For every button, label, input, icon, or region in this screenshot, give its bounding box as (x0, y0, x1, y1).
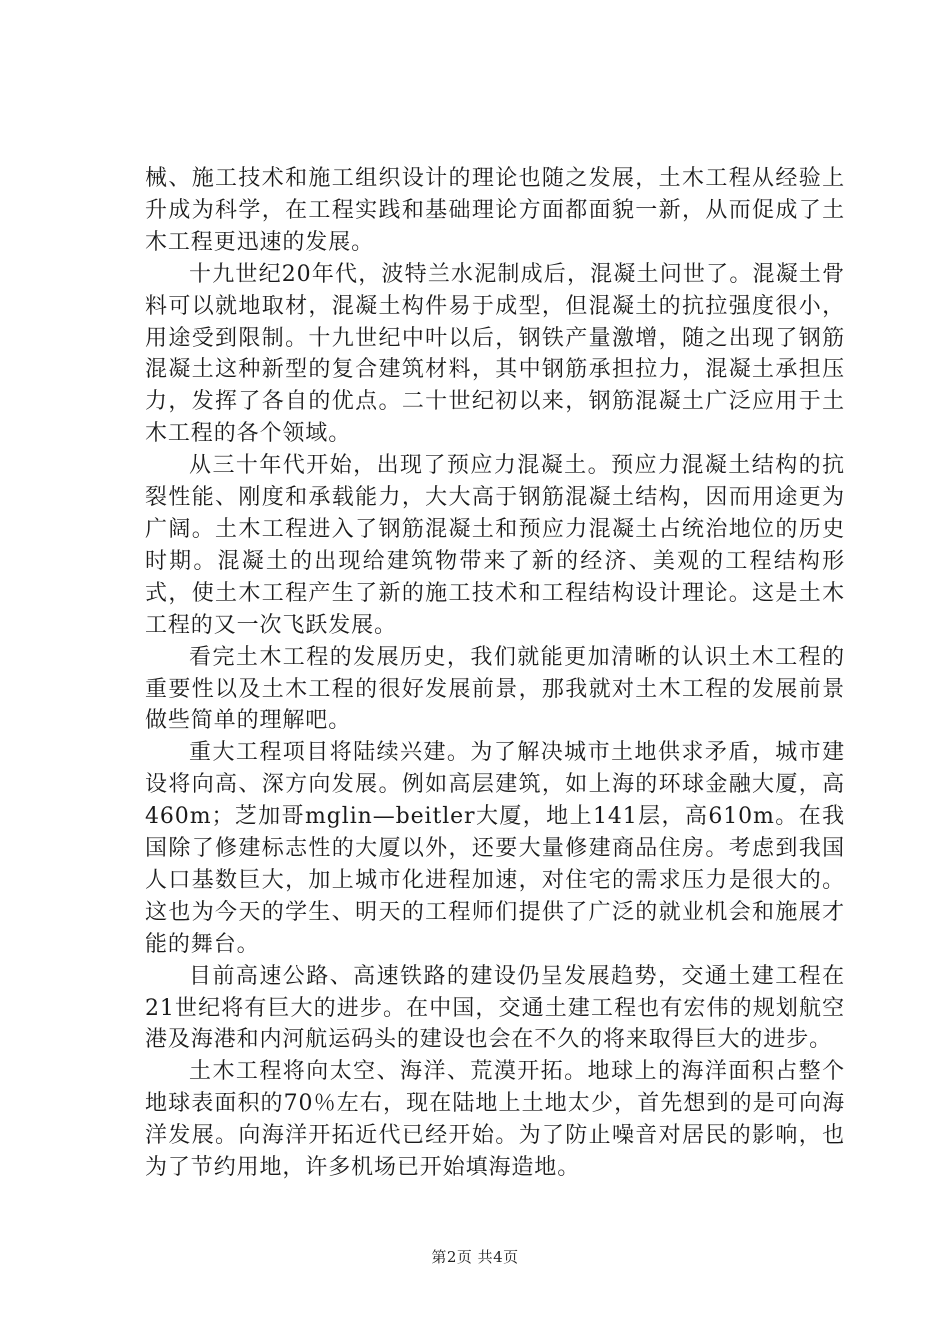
paragraph: 看完土木工程的发展历史，我们就能更加清晰的认识土木工程的重要性以及土木工程的很好发展前景，那我就对土木工程的发展前景做些简单的理解吧。 (145, 644, 845, 734)
paragraph: 十九世纪20年代，波特兰水泥制成后，混凝土问世了。混凝土骨料可以就地取材，混凝土构件易于成型，但混凝土的抗拉强度很小，用途受到限制。十九世纪中叶以后，钢铁产量激增，随之出现了钢筋混凝土这种新型的复合建筑材料，其中钢筋承担拉力，混凝土承担压力，发挥了各自的优点。二十世纪初以来，钢筋混凝土广泛应用于土木工程的各个领域。 (145, 261, 845, 447)
document-body (145, 163, 845, 1184)
paragraph: 械、施工技术和施工组织设计的理论也随之发展，土木工程从经验上升成为科学，在工程实践和基础理论方面都面貌一新，从而促成了土木工程更迅速的发展。 (145, 166, 845, 255)
paragraph: 重大工程项目将陆续兴建。为了解决城市土地供求矛盾，城市建设将向高、深方向发展。例如高层建筑，如上海的环球金融大厦，高460m；芝加哥mglin—beitler大厦，地上141层，高610m。在我国除了修建标志性的大厦以外，还要大量修建商品住房。考虑到我国人口基数巨大，加上城市化进程加速，对住宅的需求压力是很大的。这也为今天的学生、明天的工程师们提供了广泛的就业机会和施展才能的舞台。 (145, 740, 845, 957)
paragraph: 土木工程将向太空、海洋、荒漠开拓。地球上的海洋面积占整个地球表面积的70％左右，现在陆地上土地太少，首先想到的是可向海洋发展。向海洋开拓近代已经开始。为了防止噪音对居民的影响，也为了节约用地，许多机场已开始填海造地。 (145, 1059, 845, 1181)
paragraph: 从三十年代开始，出现了预应力混凝土。预应力混凝土结构的抗裂性能、刚度和承载能力，大大高于钢筋混凝土结构，因而用途更为广阔。土木工程进入了钢筋混凝土和预应力混凝土占统治地位的历史时期。混凝土的出现给建筑物带来了新的经济、美观的工程结构形式，使土木工程产生了新的施工技术和工程结构设计理论。这是土木工程的又一次飞跃发展。 (145, 453, 845, 638)
page-number-footer: 第2页 共4页 (431, 1248, 519, 1266)
paragraph: 目前高速公路、高速铁路的建设仍呈发展趋势，交通土建工程在21世纪将有巨大的进步。在中国，交通土建工程也有宏伟的规划航空港及海港和内河航运码头的建设也会在不久的将来取得巨大的进步。 (145, 963, 845, 1053)
